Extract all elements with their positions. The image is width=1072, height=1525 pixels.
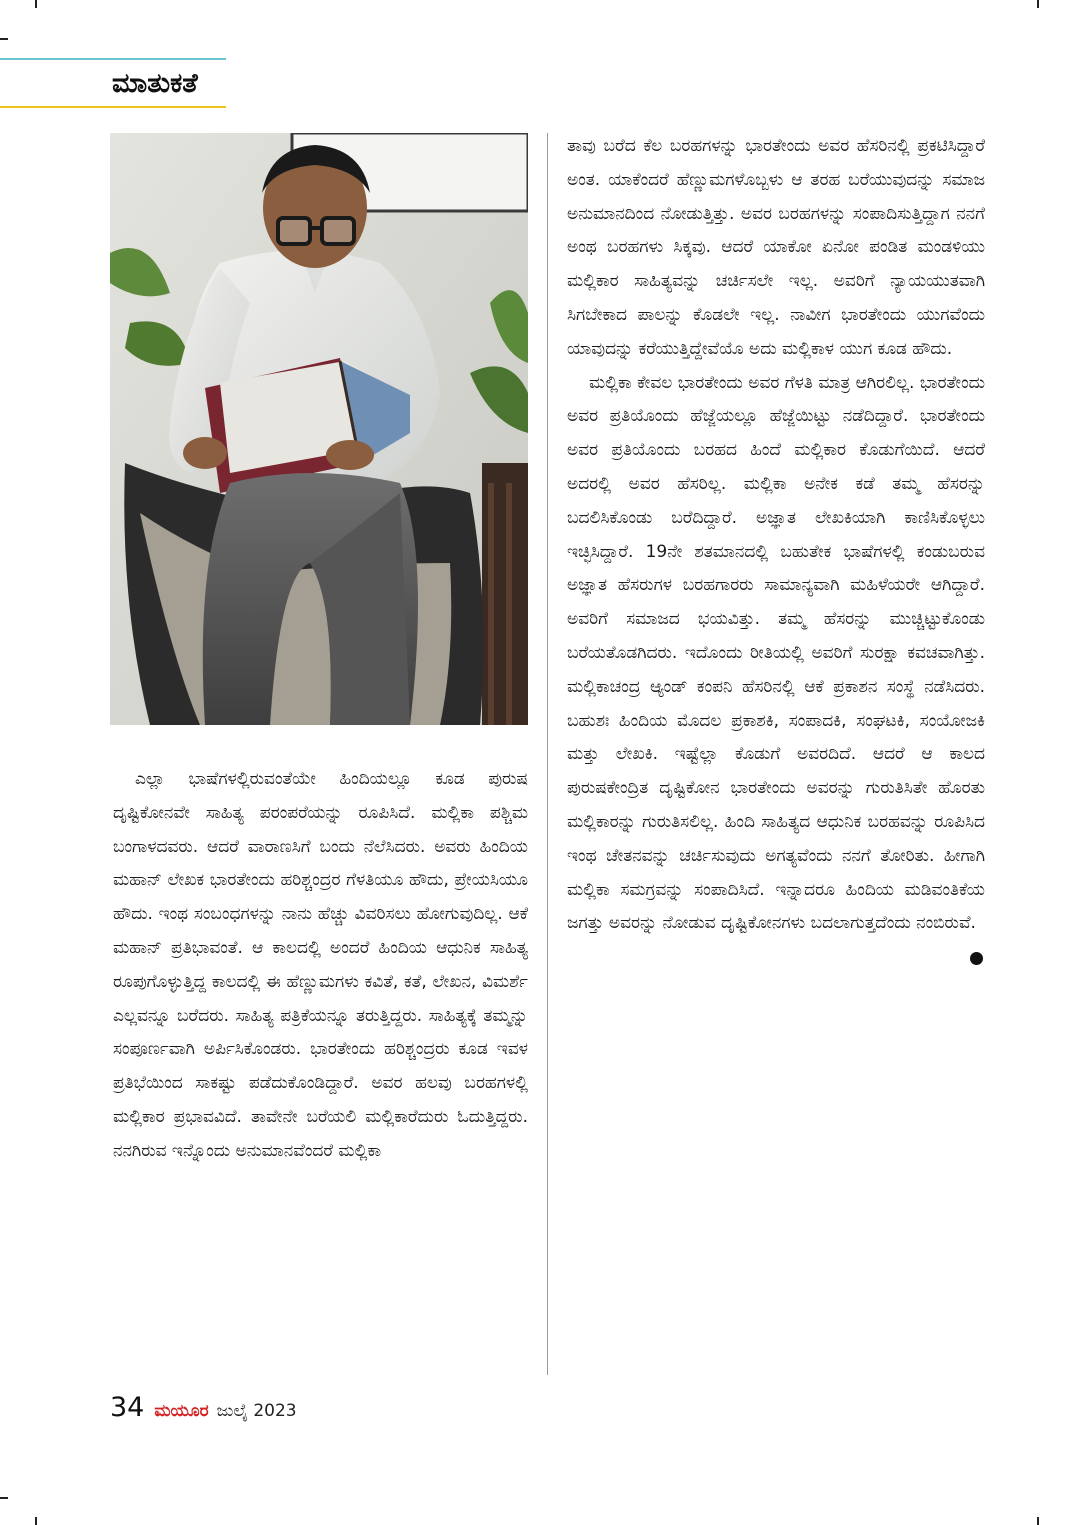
paragraph: ತಾವು ಬರೆದ ಕೆಲ ಬರಹಗಳನ್ನು ಭಾರತೇಂದು ಅವರ ಹೆಸರಿನಲ್ಲಿ ಪ್ರಕಟಿಸಿದ್ದಾರೆ ಅಂತ. ಯಾಕೆಂದರೆ ಹೆಣ್ಣುಮಗಳೊಬ್ಬಳು ಆ ತರಹ ಬರೆಯುವುದನ್ನು ಸಮಾಜ ಅನುಮಾನದಿಂದ ನೋಡುತ್ತಿತ್ತು. ಅವರ ಬರಹಗಳನ್ನು ಸಂಪಾದಿಸುತ್ತಿದ್ದಾಗ ನನಗೆ ಅಂಥ ಬರಹಗಳು ಸಿಕ್ಕವು. ಆದರೆ ಯಾಕೋ ಏನೋ ಪಂಡಿತ ಮಂಡಳಿಯು ಮಲ್ಲಿಕಾರ ಸಾಹಿತ್ಯವನ್ನು ಚರ್ಚಿಸಲೇ ಇಲ್ಲ. ಅವರಿಗೆ ನ್ಯಾಯಯುತವಾಗಿ ಸಿಗಬೇಕಾದ ಪಾಲನ್ನು ಕೊಡಲೇ ಇಲ್ಲ. ನಾವೀಗ ಭಾರತೇಂದು ಯುಗವೆಂದು ಯಾವುದನ್ನು ಕರೆಯುತ್ತಿದ್ದೇವೆಯೊ ಅದು ಮಲ್ಲಿಕಾಳ ಯುಗ ಕೂಡ ಹೌದು. [567,136,985,359]
crop-mark [35,0,37,8]
section-title: ಮಾತುಕತೆ [112,68,198,99]
page-footer [110,1392,297,1432]
paragraph [567,367,985,942]
crop-mark [0,1497,8,1499]
crop-mark [0,38,8,40]
photo-man-reading [110,133,528,725]
end-of-article-bullet-icon [970,952,983,965]
section-rule-bottom [0,106,226,108]
crop-mark [35,1517,37,1525]
article-column-left [113,763,528,1169]
crop-mark [1037,0,1039,8]
issue-date: ಜುಲೈ 2023 [216,1401,297,1421]
paragraph: ಎಲ್ಲಾ ಭಾಷೆಗಳಲ್ಲಿರುವಂತೆಯೇ ಹಿಂದಿಯಲ್ಲೂ ಕೂಡ ಪುರುಷ ದೃಷ್ಟಿಕೋನವೇ ಸಾಹಿತ್ಯ ಪರಂಪರೆಯನ್ನು ರೂಪಿಸಿದೆ. ಮಲ್ಲಿಕಾ ಪಶ್ಚಿಮ ಬಂಗಾಳದವರು. ಆದರೆ ವಾರಾಣಸಿಗೆ ಬಂದು ನೆಲೆಸಿದರು. ಅವರು ಹಿಂದಿಯ ಮಹಾನ್ ಲೇಖಕ ಭಾರತೇಂದು ಹರಿಶ್ಚಂದ್ರರ ಗೆಳತಿಯೂ ಹೌದು, ಪ್ರೇಯಸಿಯೂ ಹೌದು. ಇಂಥ ಸಂಬಂಧಗಳನ್ನು ನಾನು ಹೆಚ್ಚು ವಿವರಿಸಲು ಹೋಗುವುದಿಲ್ಲ. ಆಕೆ ಮಹಾನ್ ಪ್ರತಿಭಾವಂತೆ. ಆ ಕಾಲದಲ್ಲಿ ಅಂದರೆ ಹಿಂದಿಯ ಆಧುನಿಕ ಸಾಹಿತ್ಯ ರೂಪುಗೊಳ್ಳುತ್ತಿದ್ದ ಕಾಲದಲ್ಲಿ ಈ ಹೆಣ್ಣುಮಗಳು ಕವಿತೆ, ಕತೆ, ಲೇಖನ, ವಿಮರ್ಶೆ ಎಲ್ಲವನ್ನೂ ಬರೆದರು. ಸಾಹಿತ್ಯ ಪತ್ರಿಕೆಯನ್ನೂ ತರುತ್ತಿದ್ದರು. ಸಾಹಿತ್ಯಕ್ಕೆ ತಮ್ಮನ್ನು ಸಂಪೂರ್ಣವಾಗಿ ಅರ್ಪಿಸಿಕೊಂಡರು. ಭಾರತೇಂದು ಹರಿಶ್ಚಂದ್ರರು ಕೂಡ ಇವಳ ಪ್ರತಿಭೆಯಿಂದ ಸಾಕಷ್ಟು ಪಡೆದುಕೊಂಡಿದ್ದಾರೆ. ಅವರ ಹಲವು ಬರಹಗಳಲ್ಲಿ ಮಲ್ಲಿಕಾರ ಪ್ರಭಾವವಿದೆ. ತಾವೇನೇ ಬರೆಯಲಿ ಮಲ್ಲಿಕಾರೆದುರು ಓದುತ್ತಿದ್ದರು. ನನಗಿರುವ ಇನ್ನೊಂದು ಅನುಮಾನವೆಂದರೆ ಮಲ್ಲಿಕಾ [113,769,528,1161]
column-divider [547,133,548,1375]
photo-illustration [110,133,528,725]
magazine-logo: ಮಯೂರ [154,1401,209,1421]
section-rule-top [0,58,226,60]
paragraph-text: ಮಲ್ಲಿಕಾ ಕೇವಲ ಭಾರತೇಂದು ಅವರ ಗೆಳತಿ ಮಾತ್ರ ಆಗಿರಲಿಲ್ಲ. ಭಾರತೇಂದು ಅವರ ಪ್ರತಿಯೊಂದು ಹೆಜ್ಜೆಯಲ್ಲೂ ಹೆಜ್ಜೆಯಿಟ್ಟು ನಡೆದಿದ್ದಾರೆ. ಭಾರತೇಂದು ಅವರ ಪ್ರತಿಯೊಂದು ಬರಹದ ಹಿಂದೆ ಮಲ್ಲಿಕಾರ ಕೊಡುಗೆಯಿದೆ. ಆದರೆ ಅದರಲ್ಲಿ ಅವರ ಹೆಸರಿಲ್ಲ. ಮಲ್ಲಿಕಾ ಅನೇಕ ಕಡೆ ತಮ್ಮ ಹೆಸರನ್ನು ಬದಲಿಸಿಕೊಂಡು ಬರೆದಿದ್ದಾರೆ. ಅಜ್ಞಾತ ಲೇಖಕಿಯಾಗಿ ಕಾಣಿಸಿಕೊಳ್ಳಲು ಇಚ್ಛಿಸಿದ್ದಾರೆ. 19ನೇ ಶತಮಾನದಲ್ಲಿ ಬಹುತೇಕ ಭಾಷೆಗಳಲ್ಲಿ ಕಂಡುಬರುವ ಅಜ್ಞಾತ ಹೆಸರುಗಳ ಬರಹಗಾರರು ಸಾಮಾನ್ಯವಾಗಿ ಮಹಿಳೆಯರೇ ಆಗಿದ್ದಾರೆ. ಅವರಿಗೆ ಸಮಾಜದ ಭಯವಿತ್ತು. ತಮ್ಮ ಹೆಸರನ್ನು ಮುಚ್ಚಿಟ್ಟುಕೊಂಡು ಬರೆಯತೊಡಗಿದರು. ಇದೊಂದು ರೀತಿಯಲ್ಲಿ ಅವರಿಗೆ ಸುರಕ್ಷಾ ಕವಚವಾಗಿತ್ತು. ಮಲ್ಲಿಕಾಚಂದ್ರ ಆ್ಯಂಡ್ ಕಂಪನಿ ಹೆಸರಿನಲ್ಲಿ ಆಕೆ ಪ್ರಕಾಶನ ಸಂಸ್ಥೆ ನಡೆಸಿದರು. ಬಹುಶಃ ಹಿಂದಿಯ ಮೊದಲ ಪ್ರಕಾಶಕಿ, ಸಂಪಾದಕಿ, ಸಂಘಟಕಿ, ಸಂಯೋಜಕಿ ಮತ್ತು ಲೇಖಕಿ. ಇಷ್ಟೆಲ್ಲಾ ಕೊಡುಗೆ ಅವರದಿದೆ. ಆದರೆ ಆ ಕಾಲದ ಪುರುಷಕೇಂದ್ರಿತ ದೃಷ್ಟಿಕೋನ ಭಾರತೇಂದು ಅವರನ್ನು ಗುರುತಿಸಿತೇ ಹೊರತು ಮಲ್ಲಿಕಾರನ್ನು ಗುರುತಿಸಲಿಲ್ಲ. ಹಿಂದಿ ಸಾಹಿತ್ಯದ ಆಧುನಿಕ ಬರಹವನ್ನು ರೂಪಿಸಿದ ಇಂಥ ಚೇತನವನ್ನು ಚರ್ಚಿಸುವುದು ಅಗತ್ಯವೆಂದು ನನಗೆ ತೋರಿತು. ಹೀಗಾಗಿ ಮಲ್ಲಿಕಾ ಸಮಗ್ರವನ್ನು ಸಂಪಾದಿಸಿದೆ. ಇನ್ನಾದರೂ ಹಿಂದಿಯ ಮಡಿವಂತಿಕೆಯ ಜಗತ್ತು ಅವರನ್ನು ನೋಡುವ ದೃಷ್ಟಿಕೋನಗಳು ಬದಲಾಗುತ್ತದೆಂದು ನಂಬಿರುವೆ. [567,372,985,934]
page-number: 34 [110,1392,145,1423]
crop-mark [1037,1517,1039,1525]
article-column-right [567,130,985,965]
